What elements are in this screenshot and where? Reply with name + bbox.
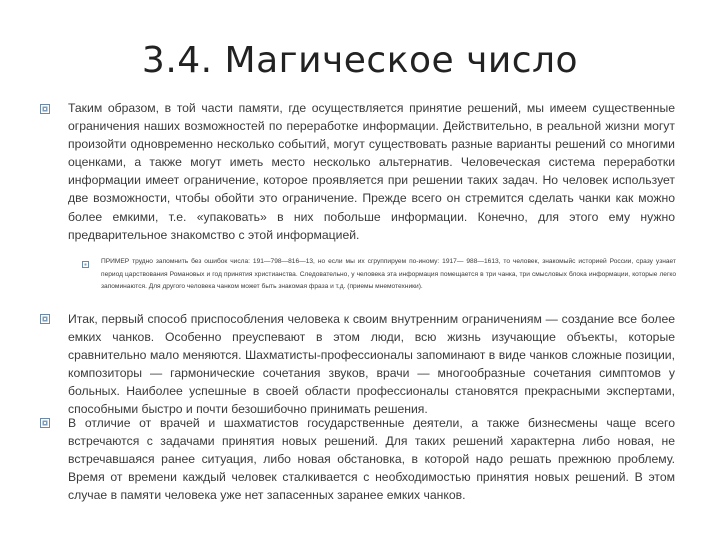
square-bullet-icon [40, 418, 50, 428]
bullet-text: Таким образом, в той части памяти, где осуществляется принятие решений, мы имеем существенные ограничения наших возможностей по переработке информации. Действительно, в реальной жизни могут произойти одновременно несколько событий, могут существовать разные варианты решений со многими оценками, а также могут иметь место несколько альтернатив. Человеческая система переработки информации имеет ограничение, которое проявляется при решении таких задач. Но человек использует две возможности, чтобы обойти это ограничение. Прежде всего он стремится сделать чанки как можно более емкими, т.е. «упаковать» в них побольше информации. Конечно, для этого ему нужно предварительное знакомство с этой информацией. [68, 101, 675, 242]
square-bullet-icon [40, 314, 50, 324]
square-bullet-icon [40, 104, 50, 114]
bullet-text: Итак, первый способ приспособления человека к своим внутренним ограничениям — создание все более емких чанков. Особенно преуспевают в этом люди, всю жизнь изучающие объекты, которые сравнительно мало меняются. Шахматисты-профессионалы запоминают в виде чанков сложные позиции, композиторы — гармонические сочетания звуков, врачи — многообразные сочетания симптомов у больных. Наиболее успешные в своей области профессионалы становятся прекрасными экспертами, способными быстро и почти безошибочно принимать решения. [68, 312, 675, 417]
square-bullet-icon [82, 261, 89, 268]
example-text: ПРИМЕР трудно запомнить без ошибок числа: 191—798—816—13, но если мы их сгруппируем по-иному: 1917— 988—1613, то человек, знакомыйс историей России, сразу узнает период царствования Романовых и год принятия христианства. Следовательно, у человека эта информация помещается в три чанка, три смысловых блока информации, которые легко запоминаются. Для другого человека чанком может быть знакомая фраза и т.д. (приемы мнемотехники). [101, 258, 676, 291]
bullet-text: В отличие от врачей и шахматистов государственные деятели, а также бизнесмены чаще всего встречаются с задачами принятия новых решений. Для таких решений характерна либо новая, не встречавшаяся ранее ситуация, либо новая обстановка, в которой надо решать прежнюю проблему. Время от времени каждый человек сталкивается с необходимостью принятия новых решений. В этом случае в памяти человека уже нет запасенных заранее емких чанков. [68, 416, 675, 503]
slide-title: 3.4. Магическое число [141, 40, 579, 81]
